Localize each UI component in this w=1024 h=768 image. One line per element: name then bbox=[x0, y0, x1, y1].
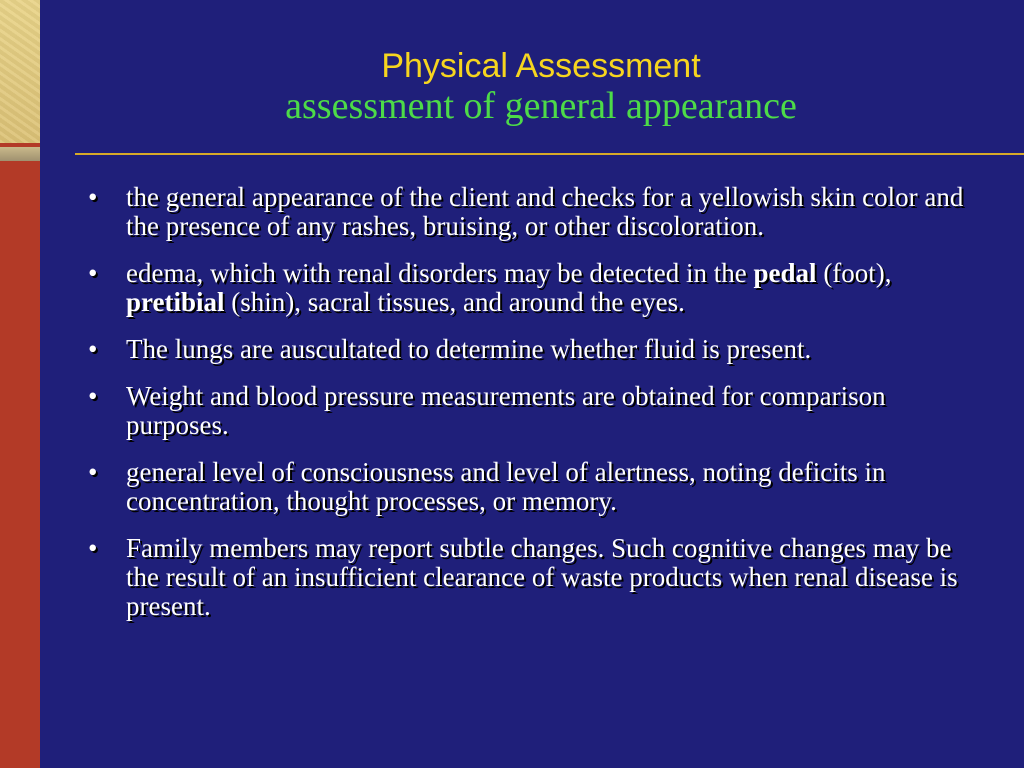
bullet-dot-icon: • bbox=[88, 182, 98, 212]
bullet-list bbox=[84, 183, 984, 639]
bullet-item-family-report bbox=[84, 534, 984, 621]
title-divider bbox=[75, 153, 1024, 155]
slide-title: Physical Assessment bbox=[381, 47, 701, 85]
bullet-item-consciousness bbox=[84, 458, 984, 516]
bullet-dot-icon: • bbox=[88, 258, 98, 288]
bullet-dot-icon: • bbox=[88, 334, 98, 364]
bullet-dot-icon: • bbox=[88, 533, 98, 563]
tan-decorative-block bbox=[0, 0, 40, 143]
bullet-bold-pedal: pedal bbox=[753, 258, 817, 288]
bullet-text: The lungs are auscultated to determine whether fluid is present. bbox=[126, 334, 812, 364]
bullet-text-part-2: (foot), bbox=[816, 258, 892, 288]
bullet-item-lungs bbox=[84, 335, 984, 364]
slide-title-area bbox=[40, 47, 1024, 127]
slide-subtitle: assessment of general appearance bbox=[285, 85, 797, 127]
bullet-text: general level of consciousness and level of alertness, noting deficits in concentration, thought processes, or memory. bbox=[126, 457, 886, 516]
bullet-dot-icon: • bbox=[88, 457, 98, 487]
bullet-text-part-3: (shin), sacral tissues, and around the eyes. bbox=[224, 287, 685, 317]
bullet-text-part-1: edema, which with renal disorders may be detected in the bbox=[126, 258, 754, 288]
bullet-item-edema bbox=[84, 259, 984, 317]
decorative-band bbox=[0, 147, 40, 161]
bullet-text: Family members may report subtle changes. Such cognitive changes may be the result of an insufficient clearance of waste products when renal disease is present. bbox=[126, 533, 958, 621]
bullet-text: Weight and blood pressure measurements are obtained for comparison purposes. bbox=[126, 381, 886, 440]
bullet-dot-icon: • bbox=[88, 381, 98, 411]
bullet-bold-pretibial: pretibial bbox=[126, 287, 225, 317]
bullet-item-weight-blood-pressure bbox=[84, 382, 984, 440]
bullet-text: the general appearance of the client and checks for a yellowish skin color and the presence of any rashes, bruising, or other discoloration. bbox=[126, 182, 964, 241]
bullet-item-general-appearance bbox=[84, 183, 984, 241]
